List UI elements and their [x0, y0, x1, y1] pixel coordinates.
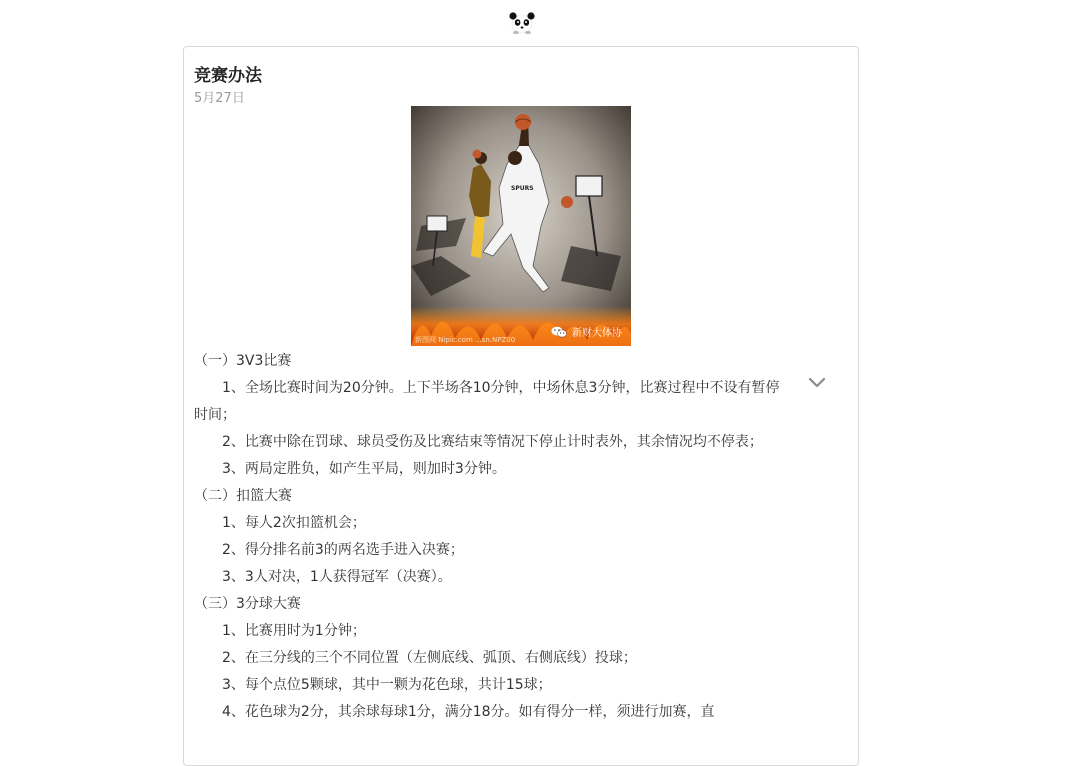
image-caption: 新图网 Nipic.com ...sn.NPZ00	[415, 336, 516, 344]
basketball-poster	[411, 106, 631, 346]
section-heading: （一）3V3比赛	[194, 353, 292, 369]
rule-item: 3、3人对决，1人获得冠军（决赛）。	[222, 569, 452, 585]
article-title: 竞赛办法	[194, 66, 262, 86]
watermark-text: 新财大体协	[572, 328, 622, 339]
rule-item: 1、比赛用时为1分钟；	[222, 623, 366, 639]
rule-item: 3、每个点位5颗球，其中一颗为花色球，共计15球；	[222, 677, 552, 693]
wechat-icon	[551, 326, 567, 338]
svg-text:SPURS: SPURS	[511, 185, 534, 192]
rule-item: 1、全场比赛时间为20分钟。上下半场各10分钟，中场休息3分钟，比赛过程中不设有暂停时间；	[194, 380, 780, 423]
article-body	[194, 348, 784, 726]
rule-item: 4、花色球为2分，其余球每球1分，满分18分。如有得分一样，须进行加赛，直	[222, 704, 715, 720]
rule-item: 1、每人2次扣篮机会；	[222, 515, 366, 531]
panda-icon[interactable]	[508, 10, 536, 36]
section-heading: （二）扣篮大赛	[194, 488, 292, 504]
top-bar	[0, 0, 1068, 44]
rule-item: 2、比赛中除在罚球、球员受伤及比赛结束等情况下停止计时表外，其余情况均不停表；	[222, 434, 763, 450]
rule-item: 2、在三分线的三个不同位置（左侧底线、弧顶、右侧底线）投球；	[222, 650, 637, 666]
rule-item: 2、得分排名前3的两名选手进入决赛；	[222, 542, 464, 558]
section-heading: （三）3分球大赛	[194, 596, 301, 612]
article-card	[183, 46, 859, 766]
chevron-down-icon[interactable]	[807, 375, 827, 391]
article-image[interactable]	[411, 106, 631, 346]
image-watermark	[551, 324, 622, 339]
rule-item: 3、两局定胜负，如产生平局，则加时3分钟。	[222, 461, 506, 477]
article-date: 5月27日	[194, 91, 245, 106]
